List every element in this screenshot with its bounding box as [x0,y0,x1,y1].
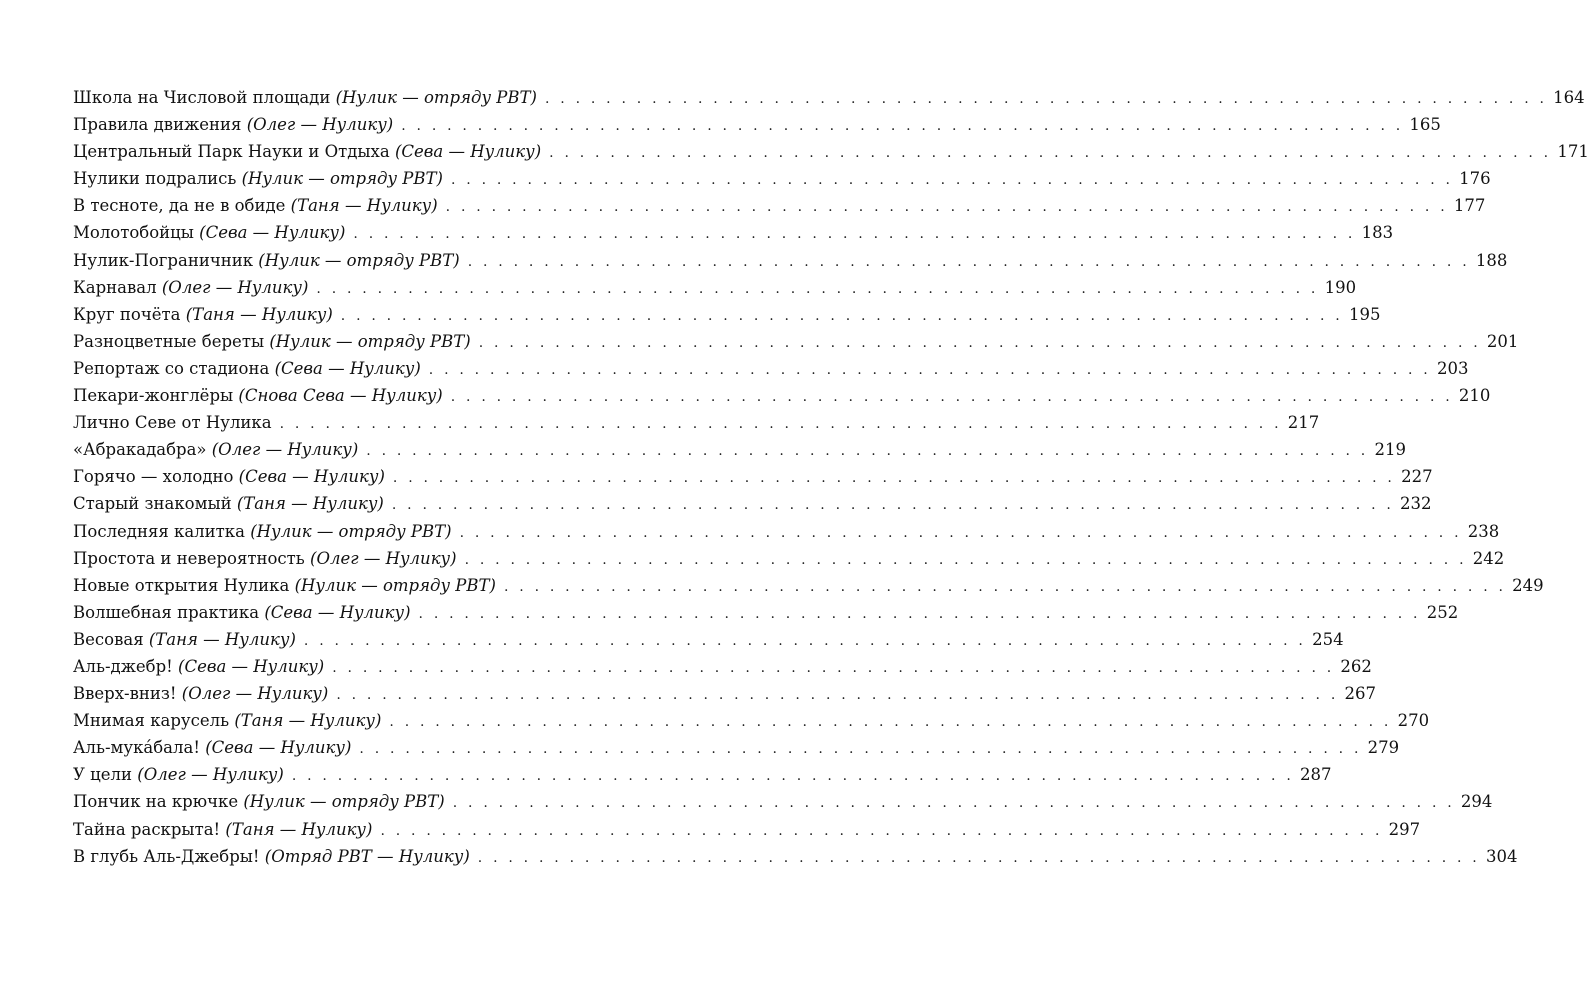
toc-entry-page-number: 171 [1557,142,1589,162]
toc-entry-title: У цели [73,765,133,785]
dot-leader: . . . . . . . . . . . . . . . . . . . . . . . . . . . . . . . . . . . . . . . . . . . . . . . . . . . . . . . . . . . . . . . . . . [418,605,1421,622]
toc-entry-text [73,274,308,301]
toc-entry-page-number: 252 [1426,602,1459,622]
toc-entry-text [73,382,443,409]
toc-entry-author: (Сева — Нулику) [178,656,325,676]
dot-leader: . . . . . . . . . . . . . . . . . . . . . . . . . . . . . . . . . . . . . . . . . . . . . . . . . . . . . . . . . . . . . . . . . . [392,470,1396,487]
toc-entry-text [73,463,385,490]
toc-entry [73,463,1433,490]
toc-entry-author: (Олег — Нулику) [211,440,359,460]
toc-entry-text [73,436,358,463]
toc-entry [73,707,1430,734]
toc-entry-page-number: 270 [1397,711,1430,731]
toc-entry-page-number: 227 [1401,467,1433,487]
toc-entry-title: Молотобойцы [73,223,194,243]
toc-entry-page-number: 238 [1467,521,1500,541]
toc-entry-text [73,192,438,219]
toc-entry [73,572,1544,599]
toc-entry-title: Вверх-вниз! [73,684,177,704]
toc-entry [73,653,1372,680]
toc-entry-title: Репортаж со стадиона [73,358,270,378]
toc-entry-title: Аль-джебр! [73,656,173,676]
dot-leader: . . . . . . . . . . . . . . . . . . . . . . . . . . . . . . . . . . . . . . . . . . . . . . . . . . . . . . . . . . . . . . . . . . [291,768,1294,785]
toc-entry-author: (Таня — Нулику) [236,494,384,514]
toc-entry-page-number: 203 [1436,358,1469,378]
toc-entry-text [73,843,470,870]
toc-entry-title: Пончик на крючке [73,792,239,812]
toc-entry-title: Аль-мукáбала! [73,738,200,758]
toc-entry-page-number: 254 [1312,629,1344,649]
toc-entry-title: Школа на Числовой площади [73,88,331,107]
dot-leader: . . . . . . . . . . . . . . . . . . . . . . . . . . . . . . . . . . . . . . . . . . . . . . . . . . . . . . . . . . . . . . . . . . [549,145,1552,162]
toc-entry-author: (Снова Сева — Нулику) [238,386,443,406]
toc-entry-title: Нулики подрались [73,169,237,189]
toc-entry-title: Центральный Парк Науки и Отдыха [73,142,390,162]
toc-entry-page-number: 249 [1512,575,1544,595]
toc-entry [73,382,1491,409]
toc-entry-author: (Таня — Нулику) [234,711,382,731]
toc-entry-title: Простота и невероятность [73,548,305,568]
toc-entry-text [73,545,457,572]
toc-entry-text [73,165,443,192]
dot-leader: . . . . . . . . . . . . . . . . . . . . . . . . . . . . . . . . . . . . . . . . . . . . . . . . . . . . . . . . . . . . . . . . . . [340,307,1343,324]
toc-entry-text [73,816,372,843]
toc-entry-title: Весовая [73,629,144,649]
dot-leader: . . . . . . . . . . . . . . . . . . . . . . . . . . . . . . . . . . . . . . . . . . . . . . . . . . . . . . . . . . . . . . . . . . [359,741,1362,758]
toc-entry-text [73,734,351,761]
toc-entry-page-number: 287 [1300,765,1332,785]
toc-entry-text [73,788,445,815]
toc-entry-title: Карнавал [73,277,157,297]
toc-entry-title: «Абракадабра» [73,440,207,460]
toc-entry-author: (Олег — Нулику) [161,277,309,297]
dot-leader: . . . . . . . . . . . . . . . . . . . . . . . . . . . . . . . . . . . . . . . . . . . . . . . . . . . . . . . . . . . . . . . . . . [366,443,1369,460]
dot-leader: . . . . . . . . . . . . . . . . . . . . . . . . . . . . . . . . . . . . . . . . . . . . . . . . . . . . . . . . . . . . . . . . . . [316,280,1319,297]
toc-entry [73,761,1332,788]
toc-entry-text [73,626,296,653]
dot-leader: . . . . . . . . . . . . . . . . . . . . . . . . . . . . . . . . . . . . . . . . . . . . . . . . . . . . . . . . . . . . . . . . . . [459,524,1462,541]
toc-entry-text [73,599,411,626]
toc-entry-title: Правила движения [73,115,242,135]
dot-leader: . . . . . . . . . . . . . . . . . . . . . . . . . . . . . . . . . . . . . . . . . . . . . . . . . . . . . . . . . . . . . . . . . . [353,226,1356,243]
toc-entry-text [73,653,324,680]
toc-entry-author: (Таня — Нулику) [225,819,373,839]
toc-entry-title: Мнимая карусель [73,711,230,731]
toc-entry-text [73,247,460,274]
toc-entry [73,680,1377,707]
toc-entry-author: (Нулик — отряду РВТ) [294,575,496,595]
toc-entry-author: (Нулик — отряду РВТ) [258,250,460,270]
toc-entry-page-number: 177 [1453,196,1486,216]
toc-entry-page-number: 195 [1348,304,1381,324]
toc-entry-text [73,409,272,436]
toc-entry [73,626,1344,653]
toc-entry-title: Лично Севе от Нулика [73,413,272,433]
dot-leader: . . . . . . . . . . . . . . . . . . . . . . . . . . . . . . . . . . . . . . . . . . . . . . . . . . . . . . . . . . . . . . . . . . [401,118,1404,135]
toc-list [73,84,1589,870]
toc-entry-text [73,138,541,165]
toc-entry-author: (Нулик — отряду РВТ) [250,521,452,541]
toc-entry-page-number: 201 [1486,331,1519,351]
toc-entry [73,219,1394,246]
toc-entry-author: (Олег — Нулику) [181,684,329,704]
toc-entry [73,165,1491,192]
toc-entry [73,788,1493,815]
toc-entry-author: (Сева — Нулику) [199,223,346,243]
dot-leader: . . . . . . . . . . . . . . . . . . . . . . . . . . . . . . . . . . . . . . . . . . . . . . . . . . . . . . . . . . . . . . . . . . [389,714,1392,731]
dot-leader: . . . . . . . . . . . . . . . . . . . . . . . . . . . . . . . . . . . . . . . . . . . . . . . . . . . . . . . . . . . . . . . . . . [452,795,1455,812]
toc-entry [73,111,1441,138]
dot-leader: . . . . . . . . . . . . . . . . . . . . . . . . . . . . . . . . . . . . . . . . . . . . . . . . . . . . . . . . . . . . . . . . . . [544,91,1548,107]
dot-leader: . . . . . . . . . . . . . . . . . . . . . . . . . . . . . . . . . . . . . . . . . . . . . . . . . . . . . . . . . . . . . . . . . . [279,416,1282,433]
toc-entry-author: (Сева — Нулику) [274,358,421,378]
toc-entry-page-number: 210 [1458,386,1491,406]
toc-entry [73,409,1320,436]
toc-entry-title: Тайна раскрыта! [73,819,221,839]
toc-entry-page-number: 294 [1460,792,1493,812]
toc-entry-text [73,111,393,138]
toc-entry-page-number: 188 [1475,250,1508,270]
dot-leader: . . . . . . . . . . . . . . . . . . . . . . . . . . . . . . . . . . . . . . . . . . . . . . . . . . . . . . . . . . . . . . . . . . [464,551,1467,568]
dot-leader: . . . . . . . . . . . . . . . . . . . . . . . . . . . . . . . . . . . . . . . . . . . . . . . . . . . . . . . . . . . . . . . . . . [478,334,1481,351]
toc-entry-title: Нулик-Пограничник [73,250,254,270]
toc-entry-title: Новые открытия Нулика [73,575,290,595]
toc-entry-title: Разноцветные береты [73,331,265,351]
toc-entry-title: Пекари-жонглёры [73,386,234,406]
toc-entry [73,545,1505,572]
toc-entry [73,84,1585,111]
toc-entry-text [73,355,421,382]
toc-entry-page-number: 279 [1367,738,1400,758]
toc-entry [73,355,1469,382]
dot-leader: . . . . . . . . . . . . . . . . . . . . . . . . . . . . . . . . . . . . . . . . . . . . . . . . . . . . . . . . . . . . . . . . . . [332,659,1335,676]
toc-entry-author: (Нулик — отряду РВТ) [243,792,445,812]
toc-entry-title: В тесноте, да не в обиде [73,196,286,216]
toc-entry [73,816,1421,843]
toc-entry-author: (Олег — Нулику) [137,765,284,785]
toc-entry-page-number: 267 [1344,684,1377,704]
toc-entry [73,247,1508,274]
toc-entry-text [73,707,381,734]
toc-entry-page-number: 304 [1485,846,1518,866]
toc-entry-author: (Нулик — отряду РВТ) [335,88,537,107]
toc-entry [73,518,1500,545]
dot-leader: . . . . . . . . . . . . . . . . . . . . . . . . . . . . . . . . . . . . . . . . . . . . . . . . . . . . . . . . . . . . . . . . . . [445,199,1448,216]
dot-leader: . . . . . . . . . . . . . . . . . . . . . . . . . . . . . . . . . . . . . . . . . . . . . . . . . . . . . . . . . . . . . . . . . . [503,578,1507,595]
toc-entry-page-number: 165 [1409,115,1441,135]
toc-entry-title: Круг почёта [73,304,181,324]
toc-entry [73,138,1589,165]
toc-entry [73,328,1519,355]
toc-entry-text [73,518,452,545]
toc-entry [73,843,1518,870]
toc-entry-author: (Олег — Нулику) [246,115,394,135]
toc-entry-text [73,680,328,707]
dot-leader: . . . . . . . . . . . . . . . . . . . . . . . . . . . . . . . . . . . . . . . . . . . . . . . . . . . . . . . . . . . . . . . . . . [477,849,1480,866]
toc-entry-author: (Нулик — отряду РВТ) [269,331,471,351]
dot-leader: . . . . . . . . . . . . . . . . . . . . . . . . . . . . . . . . . . . . . . . . . . . . . . . . . . . . . . . . . . . . . . . . . . [380,822,1383,839]
toc-entry-author: (Сева — Нулику) [264,602,411,622]
toc-entry-author: (Олег — Нулику) [310,548,457,568]
table-of-contents [73,84,1589,870]
dot-leader: . . . . . . . . . . . . . . . . . . . . . . . . . . . . . . . . . . . . . . . . . . . . . . . . . . . . . . . . . . . . . . . . . . [450,389,1453,406]
toc-entry-author: (Таня — Нулику) [185,304,333,324]
toc-entry-title: Волшебная практика [73,602,260,622]
toc-entry-author: (Сева — Нулику) [238,467,385,487]
toc-entry-text [73,572,496,599]
toc-entry-text [73,84,537,111]
toc-entry [73,734,1400,761]
toc-entry-page-number: 183 [1361,223,1394,243]
toc-entry [73,599,1459,626]
toc-entry-author: (Нулик — отряду РВТ) [241,169,443,189]
toc-entry-page-number: 176 [1459,169,1491,189]
toc-entry-title: Старый знакомый [73,494,232,514]
toc-entry-page-number: 232 [1400,494,1432,514]
toc-entry-title: В глубь Аль-Джебры! [73,846,260,866]
toc-entry-text [73,328,471,355]
toc-entry-page-number: 164 [1553,88,1585,107]
dot-leader: . . . . . . . . . . . . . . . . . . . . . . . . . . . . . . . . . . . . . . . . . . . . . . . . . . . . . . . . . . . . . . . . . . [336,687,1339,704]
toc-entry-author: (Сева — Нулику) [205,738,352,758]
toc-entry [73,192,1486,219]
toc-entry-author: (Таня — Нулику) [148,629,296,649]
toc-entry-page-number: 219 [1374,440,1406,460]
toc-entry-text [73,219,345,246]
dot-leader: . . . . . . . . . . . . . . . . . . . . . . . . . . . . . . . . . . . . . . . . . . . . . . . . . . . . . . . . . . . . . . . . . . [391,497,1395,514]
toc-entry [73,490,1432,517]
toc-entry-author: (Сева — Нулику) [394,142,542,162]
dot-leader: . . . . . . . . . . . . . . . . . . . . . . . . . . . . . . . . . . . . . . . . . . . . . . . . . . . . . . . . . . . . . . . . . . [450,172,1454,189]
toc-entry-text [73,301,333,328]
toc-entry [73,274,1357,301]
toc-entry-author: (Отряд РВТ — Нулику) [264,846,470,866]
toc-entry-page-number: 262 [1340,656,1372,676]
toc-entry-page-number: 190 [1324,277,1357,297]
toc-entry-page-number: 217 [1287,413,1320,433]
toc-entry-author: (Таня — Нулику) [290,196,438,216]
toc-entry-title: Последняя калитка [73,521,245,541]
toc-entry-page-number: 242 [1472,548,1505,568]
toc-entry-title: Горячо — холодно [73,467,234,487]
dot-leader: . . . . . . . . . . . . . . . . . . . . . . . . . . . . . . . . . . . . . . . . . . . . . . . . . . . . . . . . . . . . . . . . . . [467,253,1470,270]
toc-entry [73,301,1381,328]
toc-entry-page-number: 297 [1388,819,1421,839]
toc-entry-text [73,490,384,517]
dot-leader: . . . . . . . . . . . . . . . . . . . . . . . . . . . . . . . . . . . . . . . . . . . . . . . . . . . . . . . . . . . . . . . . . . [428,361,1431,378]
toc-entry-text [73,761,284,788]
dot-leader: . . . . . . . . . . . . . . . . . . . . . . . . . . . . . . . . . . . . . . . . . . . . . . . . . . . . . . . . . . . . . . . . . . [303,632,1307,649]
toc-entry [73,436,1406,463]
